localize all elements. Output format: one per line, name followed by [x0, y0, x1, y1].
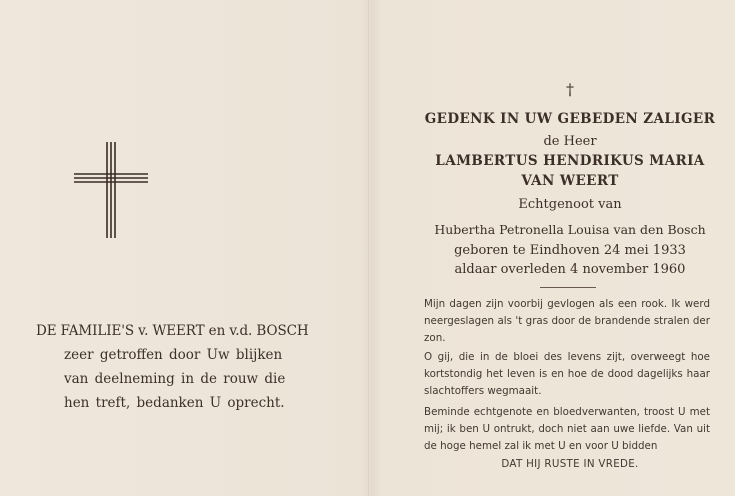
- verse-paragraph: Mijn dagen zijn voorbij gevlogen als een rook. Ik werd neergeslagen als 't gras door de brandende stralen der zon.: [424, 298, 710, 344]
- divider: [540, 287, 596, 288]
- card-fold: [368, 0, 370, 496]
- title-line: de Heer: [543, 134, 597, 149]
- born-line: geboren te Eindhoven 24 mei 1933: [454, 243, 686, 258]
- spouse-name: Hubertha Petronella Louisa van den Bosch: [434, 222, 706, 237]
- family-line: zeer getroffen door Uw blijken: [64, 347, 283, 363]
- family-line: hen treft, bedanken U oprecht.: [64, 395, 285, 411]
- died-line: aldaar overleden 4 november 1960: [454, 262, 686, 277]
- family-line: van deelneming in de rouw die: [64, 371, 286, 387]
- family-thanks: [30, 319, 350, 415]
- closing-line: DAT HIJ RUSTE IN VREDE.: [501, 458, 639, 470]
- verse-paragraph: Beminde echtgenote en bloedverwanten, troost U met mij; ik ben U ontrukt, doch niet aan uwe liefde. Van uit de hoge hemel zal ik met U en voor U bidden: [424, 406, 710, 452]
- name-line-1: LAMBERTUS HENDRIKUS MARIA: [435, 153, 705, 169]
- verse-paragraph: O gij, die in de bloei des levens zijt, overweegt hoe kortstondig het leven is en hoe de dood dagelijks haar slachtoffers wegmaait.: [424, 351, 710, 397]
- spouse-intro: Echtgenoot van: [518, 197, 622, 212]
- name-line-2: VAN WEERT: [521, 173, 619, 189]
- family-line: DE FAMILIE'S v. WEERT en v.d. BOSCH: [36, 323, 309, 339]
- heading: GEDENK IN UW GEBEDEN ZALIGER: [424, 111, 716, 127]
- cross-icon: [70, 140, 152, 240]
- cross-symbol: †: [566, 80, 574, 99]
